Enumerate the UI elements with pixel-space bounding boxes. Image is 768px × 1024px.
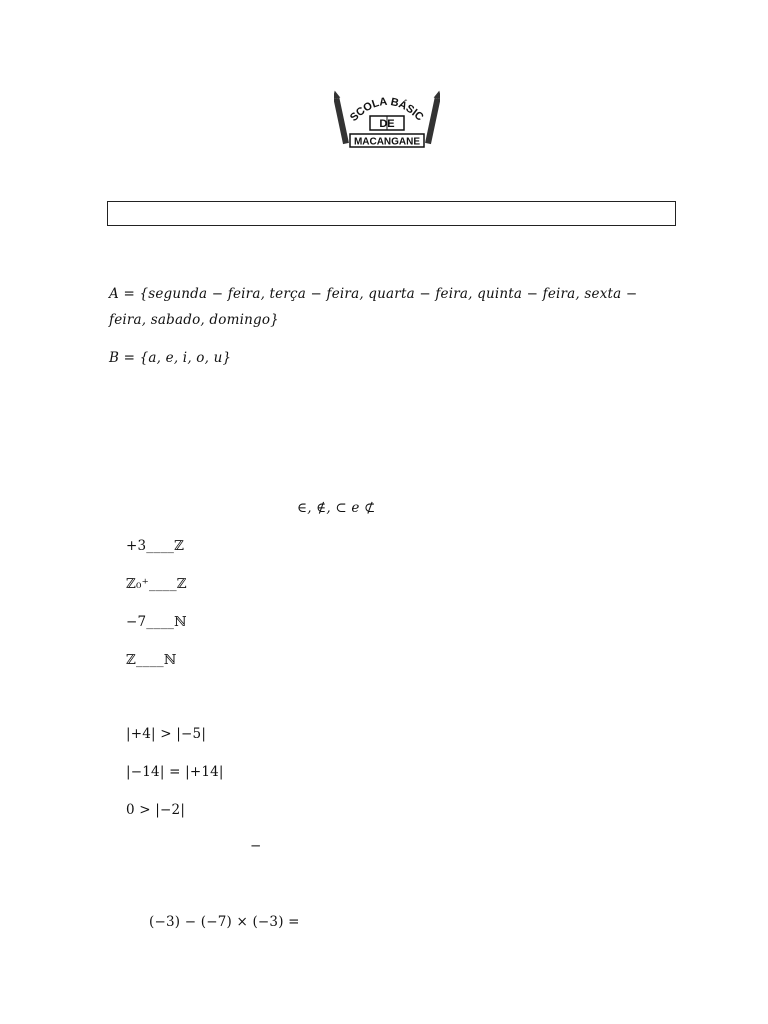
school-crest-icon bbox=[334, 90, 440, 152]
absolute-item: |+4| > |−5| bbox=[126, 726, 207, 742]
set-b-line: B = {a, e, i, o, u} bbox=[109, 350, 232, 366]
membership-item: ℤ₀⁺____ℤ bbox=[126, 576, 187, 592]
set-a-line-1: A = {segunda − feira, terça − feira, quarta − feira, quinta − feira, sexta − bbox=[109, 286, 638, 302]
stray-minus: − bbox=[250, 838, 262, 854]
membership-item: +3____ℤ bbox=[126, 538, 185, 554]
logo-banner-text: MACANGANE bbox=[353, 136, 421, 148]
set-a-line-2: feira, sabado, domingo} bbox=[109, 312, 279, 328]
membership-item: ℤ____ℕ bbox=[126, 652, 177, 668]
logo-arc-text: SCOLA BÁSIC bbox=[347, 95, 426, 124]
logo-mid-text: DE bbox=[379, 118, 395, 130]
absolute-item: |−14| = |+14| bbox=[126, 764, 224, 780]
expression-line: (−3) − (−7) × (−3) = bbox=[149, 914, 300, 930]
school-logo bbox=[334, 90, 440, 152]
symbols-line: ∈, ∉, ⊂ e ⊄ bbox=[297, 500, 376, 516]
membership-item: −7____ℕ bbox=[126, 614, 187, 630]
absolute-item: 0 > |−2| bbox=[126, 802, 186, 818]
title-box bbox=[107, 201, 676, 226]
